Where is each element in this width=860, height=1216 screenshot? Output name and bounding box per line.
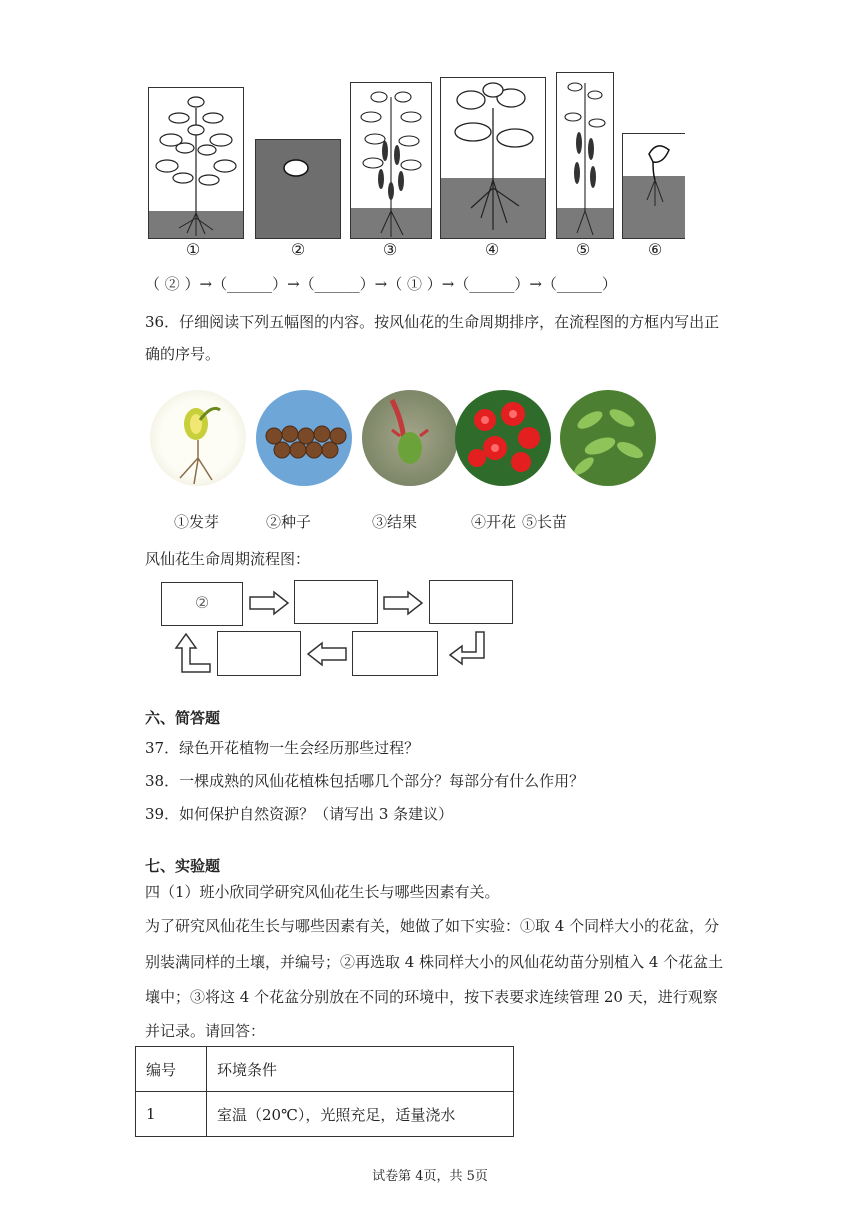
arrow-uturn-up-icon bbox=[174, 632, 212, 674]
arrow-uturn-down-left-icon bbox=[446, 630, 488, 670]
sequence-answer-line: （ ② ）→（______）→（______）→（ ① ）→（______）→（______） bbox=[145, 275, 617, 293]
plant-label-4: ④ bbox=[484, 240, 500, 259]
experiment-p4: 并记录。请回答： bbox=[145, 1022, 266, 1040]
table-header-cell: 编号 bbox=[136, 1047, 207, 1092]
plant-image-1 bbox=[148, 87, 244, 239]
plant-image-3 bbox=[350, 82, 432, 239]
caption-seeds: ②种子 bbox=[266, 513, 312, 531]
table-header-row bbox=[136, 1047, 514, 1092]
flow-box-1 bbox=[161, 582, 243, 626]
section7-title: 七、实验题 bbox=[145, 857, 221, 875]
caption-flower: ④开花 bbox=[471, 513, 517, 531]
experiment-table bbox=[135, 1046, 514, 1137]
plant-label-6: ⑥ bbox=[647, 240, 663, 259]
photo-fruit bbox=[362, 390, 458, 486]
arrow-right-icon bbox=[382, 590, 424, 616]
caption-fruit: ③结果 bbox=[372, 513, 418, 531]
plant-label-1: ① bbox=[185, 240, 201, 259]
arrow-right-icon bbox=[248, 590, 290, 616]
q36-text-line2: 确的序号。 bbox=[145, 345, 221, 363]
flow-box-3[interactable] bbox=[429, 580, 513, 624]
plant-image-2 bbox=[255, 139, 341, 239]
caption-sprout: ①发芽 bbox=[174, 513, 220, 531]
flow-box-4[interactable] bbox=[352, 631, 438, 676]
page-footer: 试卷第 4页，共 5页 bbox=[372, 1169, 488, 1184]
flow-title: 风仙花生命周期流程图： bbox=[145, 550, 311, 568]
plant-label-5: ⑤ bbox=[575, 240, 591, 259]
experiment-p2: 别装满同样的土壤，并编号；②再选取 4 株同样大小的风仙花幼苗分别植入 4 个花盆土 bbox=[145, 953, 724, 971]
flow-box-5[interactable] bbox=[217, 631, 301, 676]
photo-seedling bbox=[560, 390, 656, 486]
caption-seedling: ⑤长苗 bbox=[522, 513, 568, 531]
q36-text-line1: 36．仔细阅读下列五幅图的内容。按风仙花的生命周期排序，在流程图的方框内写出正 bbox=[145, 313, 720, 331]
arrow-left-icon bbox=[306, 641, 348, 667]
q38: 38．一棵成熟的风仙花植株包括哪几个部分？每部分有什么作用？ bbox=[145, 772, 585, 790]
table-cell: 室温（20℃），光照充足，适量浇水 bbox=[207, 1092, 514, 1137]
q39: 39．如何保护自然资源？（请写出 3 条建议） bbox=[145, 805, 454, 823]
plant-label-2: ② bbox=[290, 240, 306, 259]
experiment-p1: 为了研究风仙花生长与哪些因素有关，她做了如下实验：①取 4 个同样大小的花盆，分 bbox=[145, 917, 720, 935]
flow-box-1-value: ② bbox=[194, 593, 210, 612]
table-row bbox=[136, 1092, 514, 1137]
flow-box-2[interactable] bbox=[294, 580, 378, 624]
table-header-cell: 环境条件 bbox=[207, 1047, 514, 1092]
experiment-intro: 四（1）班小欣同学研究风仙花生长与哪些因素有关。 bbox=[145, 883, 500, 901]
plant-image-6 bbox=[622, 133, 685, 239]
plant-image-5 bbox=[556, 72, 614, 239]
photo-seeds bbox=[256, 390, 352, 486]
plant-label-3: ③ bbox=[382, 240, 398, 259]
section6-title: 六、简答题 bbox=[145, 709, 221, 727]
q37: 37．绿色开花植物一生会经历那些过程？ bbox=[145, 739, 420, 757]
plant-image-4 bbox=[440, 77, 546, 239]
table-cell: 1 bbox=[136, 1092, 207, 1137]
photo-flowers bbox=[455, 390, 551, 486]
photo-sprout bbox=[150, 390, 246, 486]
experiment-p3: 壤中；③将这 4 个花盆分别放在不同的环境中，按下表要求连续管理 20 天，进行观察 bbox=[145, 988, 718, 1006]
